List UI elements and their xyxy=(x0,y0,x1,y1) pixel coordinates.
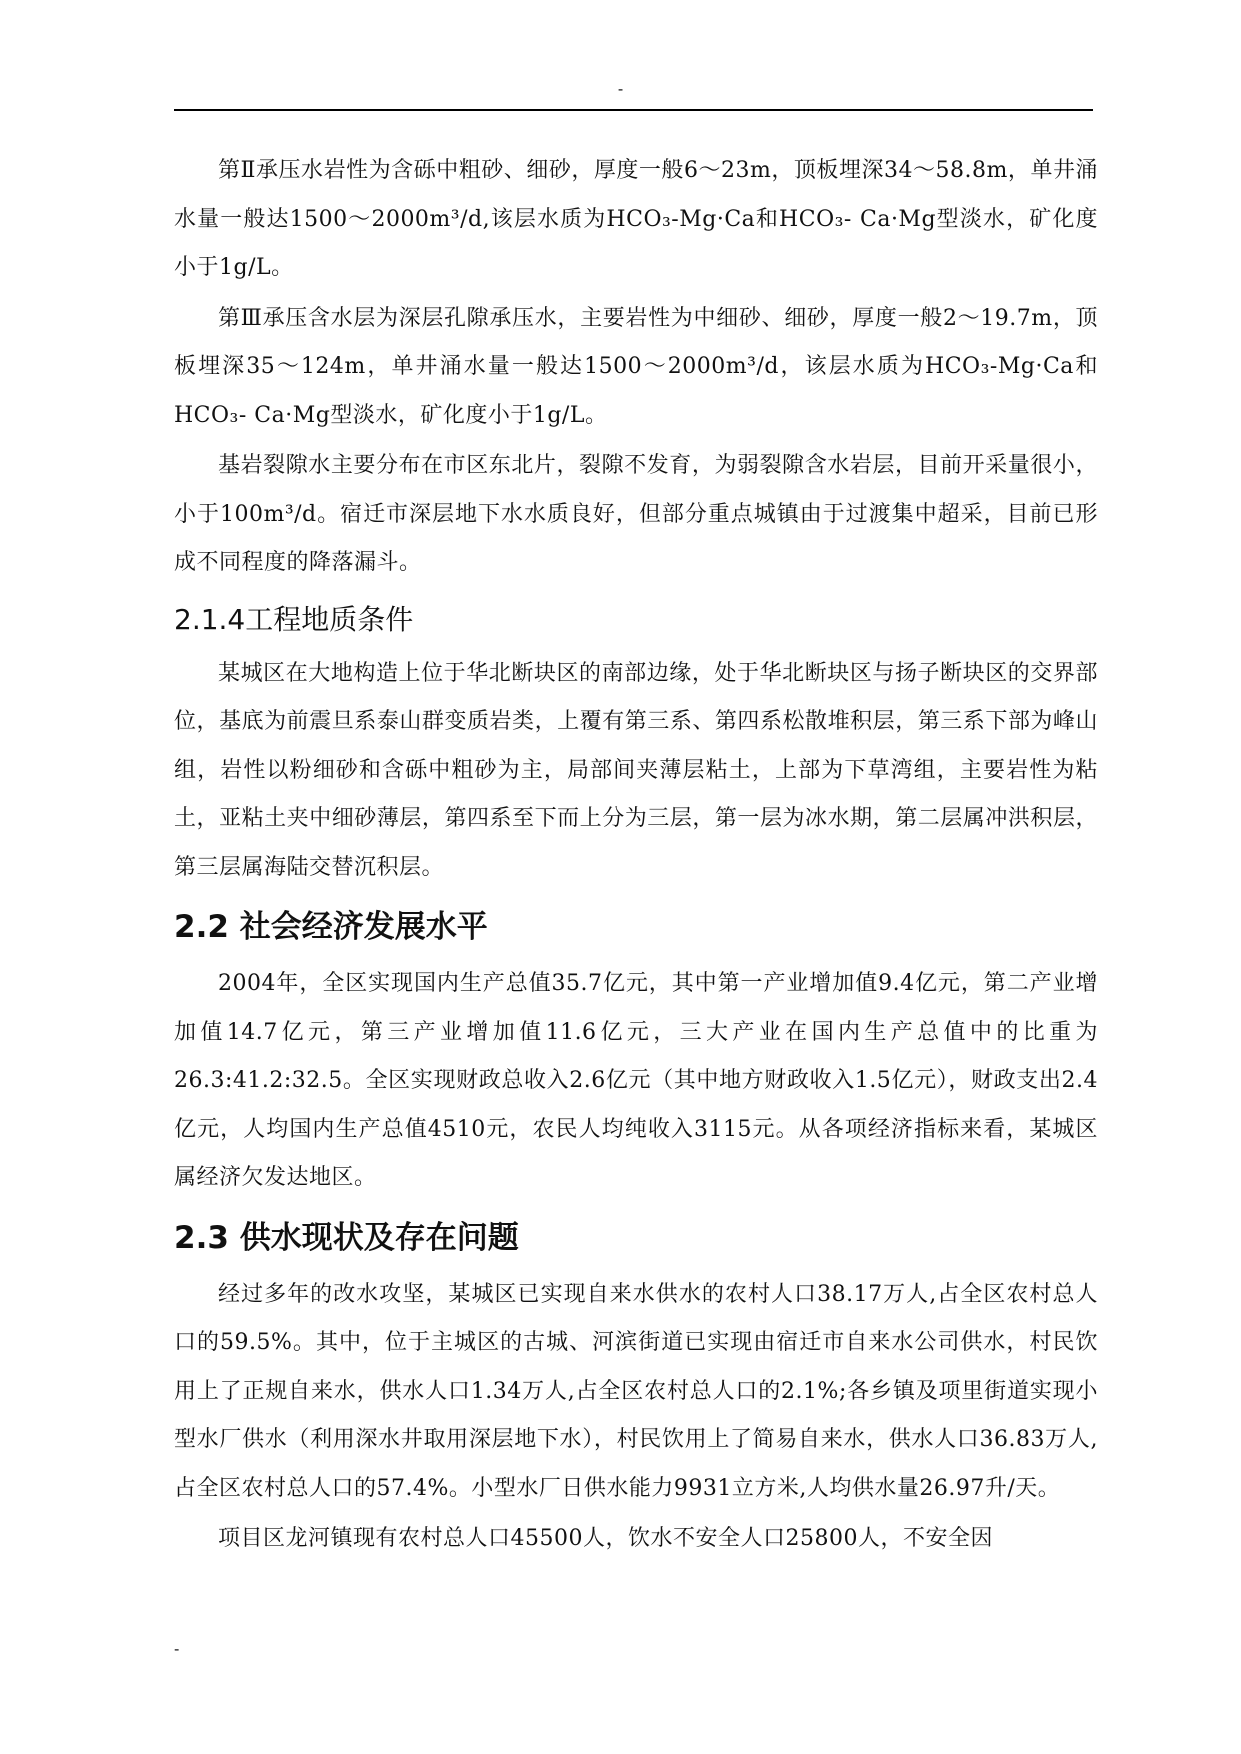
paragraph-socioeconomic: 2004年，全区实现国内生产总值35.7亿元，其中第一产业增加值9.4亿元，第二产业增加值14.7亿元，第三产业增加值11.6亿元，三大产业在国内生产总值中的比重为26.3:41.2:32.5。全区实现财政总收入2.6亿元（其中地方财政收入1.5亿元），财政支出2.4亿元，人均国内生产总值4510元，农民人均纯收入3115元。从各项经济指标来看，某城区属经济欠发达地区。 xyxy=(174,971,1098,1190)
paragraph-project-area: 项目区龙河镇现有农村总人口45500人，饮水不安全人口25800人，不安全因 xyxy=(218,1526,993,1551)
paragraph-bedrock-fissure-water: 基岩裂隙水主要分布在市区东北片，裂隙不发育，为弱裂隙含水岩层，目前开采量很小，小于100m³/d。宿迁市深层地下水水质良好，但部分重点城镇由于过渡集中超采，目前已形成不同程度的降落漏斗。 xyxy=(174,453,1098,575)
paragraph-confined-aquifer-2: 第Ⅱ承压水岩性为含砾中粗砂、细砂，厚度一般6～23m，顶板埋深34～58.8m，单井涌水量一般达1500～2000m³/d,该层水质为HCO₃-Mg·Ca和HCO₃- Ca·Mg型淡水，矿化度小于1g/L。 xyxy=(174,158,1098,280)
header-rule xyxy=(174,109,1093,111)
paragraph-engineering-geology: 某城区在大地构造上位于华北断块区的南部边缘，处于华北断块区与扬子断块区的交界部位，基底为前震旦系泰山群变质岩类，上覆有第三系、第四系松散堆积层，第三系下部为峰山组，岩性以粉细砂和含砾中粗砂为主，局部间夹薄层粘土，上部为下草湾组，主要岩性为粘土，亚粘土夹中细砂薄层，第四系至下而上分为三层，第一层为冰水期，第二层属冲洪积层，第三层属海陆交替沉积层。 xyxy=(174,660,1098,880)
heading-socioeconomic: 2.2 社会经济发展水平 xyxy=(174,909,488,945)
page-footer-mark: - xyxy=(174,1641,180,1658)
paragraph-confined-aquifer-3: 第Ⅲ承压含水层为深层孔隙承压水，主要岩性为中细砂、细砂，厚度一般2～19.7m，顶板埋深35～124m，单井涌水量一般达1500～2000m³/d，该层水质为HCO₃-Mg·Ca和HCO₃- Ca·Mg型淡水，矿化度小于1g/L。 xyxy=(174,305,1098,428)
page-header-mark: - xyxy=(617,81,624,98)
document-body xyxy=(174,147,1098,1566)
paragraph-water-supply-status: 经过多年的改水攻坚，某城区已实现自来水供水的农村人口38.17万人,占全区农村总人口的59.5%。其中，位于主城区的古城、河滨街道已实现由宿迁市自来水公司供水，村民饮用上了正规自来水，供水人口1.34万人,占全区农村总人口的2.1%;各乡镇及项里街道实现小型水厂供水（利用深水井取用深层地下水），村民饮用上了简易自来水，供水人口36.83万人,占全区农村总人口的57.4%。小型水厂日供水能力9931立方米,人均供水量26.97升/天。 xyxy=(174,1281,1098,1501)
heading-water-supply: 2.3 供水现状及存在问题 xyxy=(174,1219,519,1256)
heading-engineering-geology: 2.1.4工程地质条件 xyxy=(174,602,414,636)
